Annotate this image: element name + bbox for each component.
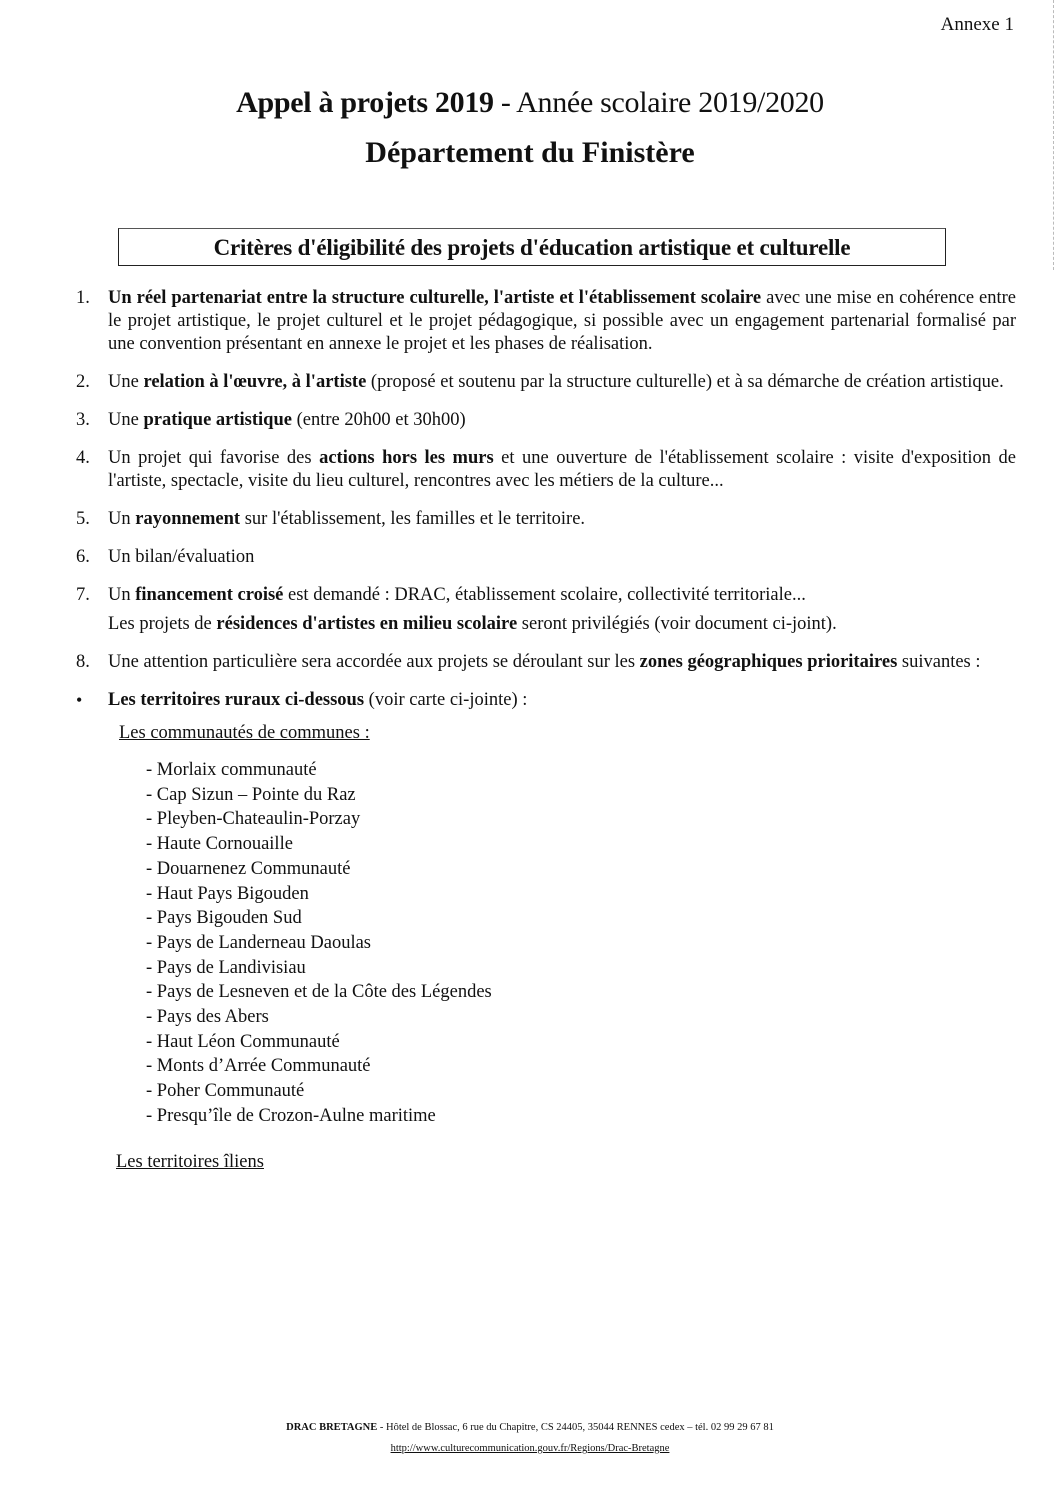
criterion-5: [76, 508, 1016, 531]
commune-item: - Pleyben-Chateaulin-Porzay: [146, 809, 361, 830]
criterion-text: et une ouverture de l'établissement scolaire : visite d'exposition de l'artiste, spectacle, visite du lieu culturel, rencontres avec les métiers de la culture...: [108, 448, 1016, 491]
criterion-8: [76, 651, 1016, 674]
criterion-bold: Un réel partenariat entre la structure culturelle, l'artiste et l'établissement scolaire: [108, 288, 762, 308]
criterion-bold: pratique artistique: [143, 410, 292, 430]
criterion-number: 2.: [76, 372, 90, 392]
criterion-bold: zones géographiques prioritaires: [639, 652, 898, 672]
annexe-label: Annexe 1: [940, 14, 1014, 35]
criteria-list: [76, 287, 1016, 1174]
criterion-text: Une attention particulière sera accordée aux projets se déroulant sur les: [108, 652, 640, 672]
scan-edge-mark: [1052, 0, 1054, 270]
criterion-7-note: [108, 613, 1016, 636]
criterion-6: [76, 546, 1016, 569]
criterion-text: (proposé et soutenu par la structure culturelle) et à sa démarche de création artistique.: [366, 372, 1004, 392]
criterion-number: 4.: [76, 448, 90, 468]
criterion-bold: financement croisé: [135, 585, 284, 605]
note-text: Les projets de: [108, 614, 217, 634]
island-territories-heading: Les territoires îliens: [116, 1151, 264, 1172]
criterion-3: [76, 409, 1016, 432]
criterion-1: [76, 287, 1016, 356]
commune-item: - Presqu’île de Crozon-Aulne maritime: [146, 1105, 436, 1126]
criterion-text: Un: [108, 509, 136, 529]
title-bold: Appel à projets 2019: [236, 86, 494, 119]
criterion-2: [76, 371, 1016, 394]
criterion-bold: relation à l'œuvre, à l'artiste: [143, 372, 367, 392]
communes-heading: Les communautés de communes :: [119, 723, 370, 743]
commune-item: - Morlaix communauté: [146, 760, 317, 780]
criterion-number: 8.: [76, 652, 90, 672]
commune-item: - Haut Pays Bigouden: [146, 883, 309, 904]
commune-item: - Douarnenez Communauté: [146, 858, 351, 879]
criterion-text: avec une mise en cohérence entre le projet artistique, le projet culturel et le projet pédagogique, si possible avec un engagement partenarial formalisé par une convention présentant en annexe le projet et les phases de réalisation.: [108, 288, 1016, 354]
footer-address: [0, 1422, 1060, 1433]
criterion-bold: actions hors les murs: [319, 448, 494, 468]
rural-territories-bullet: [76, 689, 1016, 712]
communes-list: [146, 758, 1016, 1129]
criterion-text: sur l'établissement, les familles et le territoire.: [240, 509, 586, 529]
commune-item: - Pays Bigouden Sud: [146, 908, 302, 929]
bullet-bold: Les territoires ruraux ci-dessous: [108, 690, 365, 710]
note-text: seront privilégiés (voir document ci-joint).: [517, 614, 837, 634]
criterion-number: 7.: [76, 585, 90, 605]
criterion-text: suivantes :: [897, 652, 981, 672]
criterion-7: [76, 584, 1016, 607]
criterion-number: 5.: [76, 509, 90, 529]
commune-item: - Monts d’Arrée Communauté: [146, 1056, 371, 1077]
commune-item: - Haut Léon Communauté: [146, 1031, 340, 1052]
criterion-number: 3.: [76, 410, 90, 430]
bullet-text: (voir carte ci-jointe) :: [364, 690, 528, 710]
criterion-text: Un: [108, 585, 136, 605]
commune-item: - Pays de Landerneau Daoulas: [146, 932, 371, 953]
commune-item: - Pays des Abers: [146, 1007, 269, 1028]
criterion-text: Un projet qui favorise des: [108, 448, 320, 468]
footer-org: DRAC BRETAGNE: [286, 1422, 378, 1433]
criterion-number: 6.: [76, 547, 90, 567]
criterion-text: (entre 20h00 et 30h00): [291, 410, 466, 430]
page-subtitle: Département du Finistère: [365, 136, 695, 169]
criterion-bold: rayonnement: [135, 509, 241, 529]
commune-item: - Pays de Lesneven et de la Côte des Légendes: [146, 982, 492, 1003]
footer-url-line: [0, 1443, 1060, 1454]
commune-item: - Poher Communauté: [146, 1081, 305, 1102]
criterion-text: Une: [108, 372, 144, 392]
criteria-heading-box: [118, 228, 946, 266]
criterion-text: est demandé : DRAC, établissement scolaire, collectivité territoriale...: [283, 585, 806, 605]
commune-item: - Pays de Landivisiau: [146, 957, 306, 978]
criterion-number: 1.: [76, 288, 90, 308]
criterion-text: Une: [108, 410, 144, 430]
commune-item: - Cap Sizun – Pointe du Raz: [146, 784, 356, 805]
note-bold: résidences d'artistes en milieu scolaire: [216, 614, 518, 634]
criterion-text: Un bilan/évaluation: [108, 547, 255, 567]
footer-address-text: - Hôtel de Blossac, 6 rue du Chapitre, CS 24405, 35044 RENNES cedex – tél. 02 99 29 67 81: [377, 1422, 774, 1433]
criterion-4: [76, 447, 1016, 493]
bullet-icon: •: [76, 690, 83, 710]
page-title: [0, 86, 1060, 120]
footer-url-link[interactable]: http://www.culturecommunication.gouv.fr/Regions/Drac-Bretagne: [390, 1443, 670, 1454]
criteria-heading: Critères d'éligibilité des projets d'éducation artistique et culturelle: [213, 235, 851, 260]
title-rest: - Année scolaire 2019/2020: [493, 86, 824, 119]
commune-item: - Haute Cornouaille: [146, 834, 293, 855]
